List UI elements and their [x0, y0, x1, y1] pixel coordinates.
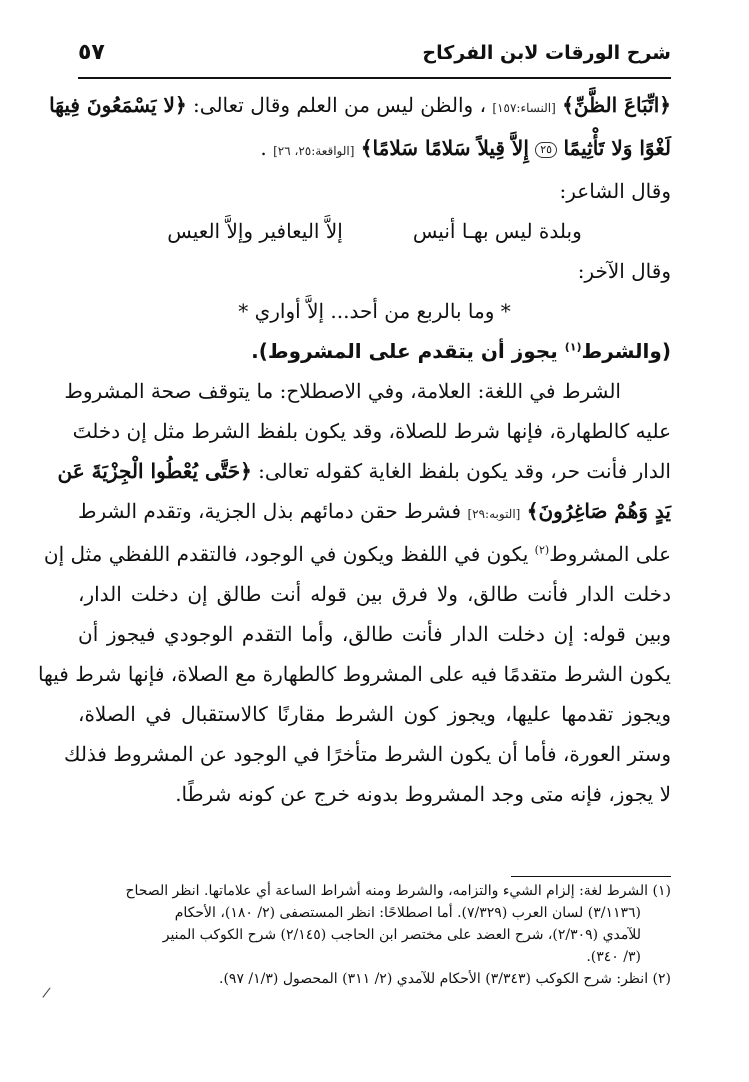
body-text: ، والظن ليس من العلم وقال تعالى:	[193, 93, 487, 117]
running-title: شرح الورقات لابن الفركاح	[422, 42, 671, 64]
paragraph-line	[57, 451, 671, 491]
paragraph-line: دخلت الدار فأنت طالق، ولا فرق بين قوله أنت طالق إن دخلت الدار،	[78, 582, 671, 606]
page-header	[78, 40, 671, 80]
page-number: ٥٧	[78, 40, 105, 65]
quran-text: يَدٍ وَهُمْ صَاغِرُونَ	[538, 499, 671, 523]
footnote-marker: (١)	[564, 340, 582, 354]
heading-text: يجوز أن يتقدم على المشروط).	[251, 339, 558, 363]
paragraph-line: ويجوز تقدمها عليها، ويجوز كون الشرط مقارنًا كالاستقبال في الصلاة،	[78, 702, 671, 726]
footnote-1-line: (١) الشرط لغة: إلزام الشيء والتزامه، والشرط ومنه أشراط الساعة أي علاماتها. انظر الصحاح	[125, 883, 671, 899]
footnote-1-line: (٣/ ٣٤٠).	[586, 949, 641, 965]
heading-text: (والشرط	[581, 339, 671, 363]
ayah-number-badge: ٢٥	[535, 142, 557, 158]
quran-citation: [النساء:١٥٧]	[492, 101, 556, 115]
quran-citation: [الواقعة:٢٥، ٢٦]	[273, 144, 355, 158]
quran-quote: يَدٍ وَهُمْ صَاغِرُونَ﴾	[526, 499, 671, 523]
body-text: على المشروط	[549, 542, 671, 566]
text-line-5: وقال الآخر:	[577, 259, 671, 283]
footnote-1-line: (٣/١١٣٦) لسان العرب (٧/٣٢٩). أما اصطلاحًا: انظر المستصفى (٢/ ١٨٠)، الأحكام	[174, 905, 641, 921]
quran-quote: ﴿اتِّبَاعَ الظَّنِّ﴾	[562, 93, 671, 117]
poem-hemistich-left: إلاَّ اليعافير وإلاَّ العيس	[167, 219, 343, 243]
body-text: الدار فأنت حر، وقد يكون بلفظ الغاية كقوله تعالى:	[258, 459, 671, 483]
footnote-divider	[511, 876, 671, 877]
quran-text: حَتَّى يُعْطُوا الْجِزْيَةَ عَن	[57, 459, 241, 483]
text-line-1	[49, 85, 671, 128]
header-divider	[78, 77, 671, 79]
paragraph-line: يكون الشرط متقدمًا فيه على المشروط كالطهارة مع الصلاة، فإنها شرط فيها	[37, 662, 671, 686]
paragraph-line: الشرط في اللغة: العلامة، وفي الاصطلاح: ما يتوقف صحة المشروط	[64, 379, 621, 403]
paragraph-line: وبين قوله: إن دخلت الدار فأنت طالق، وأما التقدم الوجودي فيجوز أن	[78, 622, 671, 646]
margin-mark: /	[41, 984, 52, 1002]
quran-text: اتِّبَاعَ الظَّنِّ	[573, 93, 660, 117]
footnotes	[78, 880, 671, 990]
paragraph-line	[78, 491, 671, 534]
poem-hemistich-right: وبلدة ليس بهـا أنيس	[412, 219, 582, 243]
body-text: فشرط حقن دمائهم بذل الجزية، وتقدم الشرط	[78, 499, 462, 523]
section-heading	[78, 331, 671, 371]
quran-text: إِلاَّ قِيلاً سَلامًا سَلامًا	[372, 136, 529, 160]
quran-text: لا يَسْمَعُونَ فِيهَا	[49, 93, 175, 117]
footnote-2: (٢) انظر: شرح الكوكب (٣/٣٤٣) الأحكام للآمدي (٢/ ٣١١) المحصول (١/٣/ ٩٧).	[219, 971, 671, 987]
main-text	[37, 85, 671, 814]
footnote-1-line: للآمدي (٢/٣٠٩)، شرح العضد على مختصر ابن الحاجب (٢/١٤٥) شرح الكوكب المنير	[162, 927, 641, 943]
quran-quote: ﴿حَتَّى يُعْطُوا الْجِزْيَةَ عَن	[57, 459, 252, 483]
footnote-marker: (٢)	[534, 543, 550, 557]
quran-text: لَغْوًا وَلا تَأْثِيمًا	[563, 136, 671, 160]
body-text: يكون في اللفظ ويكون في الوجود، فالتقدم اللفظي مثل إن	[43, 542, 529, 566]
paragraph-line: عليه كالطهارة، فإنها شرط للصلاة، وقد يكون بلفظ الشرط مثل إن دخلتَ	[72, 419, 671, 443]
paragraph-line: وستر العورة، فأما أن يكون الشرط متأخرًا في الوجود عن المشروط فذلك	[63, 742, 671, 766]
sentence-end: .	[260, 136, 267, 160]
paragraph-line: لا يجوز، فإنه متى وجد المشروط بدونه خرج عن كونه شرطًا.	[175, 782, 671, 806]
quran-quote: ﴿لا يَسْمَعُونَ فِيهَا	[49, 93, 187, 117]
poem-verse-2: * وما بالربع من أحد... إلاَّ أواري *	[238, 299, 511, 323]
quran-citation: [التوبه:٢٩]	[467, 507, 521, 521]
quran-quote: إِلاَّ قِيلاً سَلامًا سَلامًا﴾	[360, 136, 529, 160]
paragraph-line	[43, 534, 671, 574]
text-line-3: وقال الشاعر:	[559, 179, 671, 203]
text-line-2	[78, 128, 671, 171]
poem-verse-1	[78, 211, 671, 251]
